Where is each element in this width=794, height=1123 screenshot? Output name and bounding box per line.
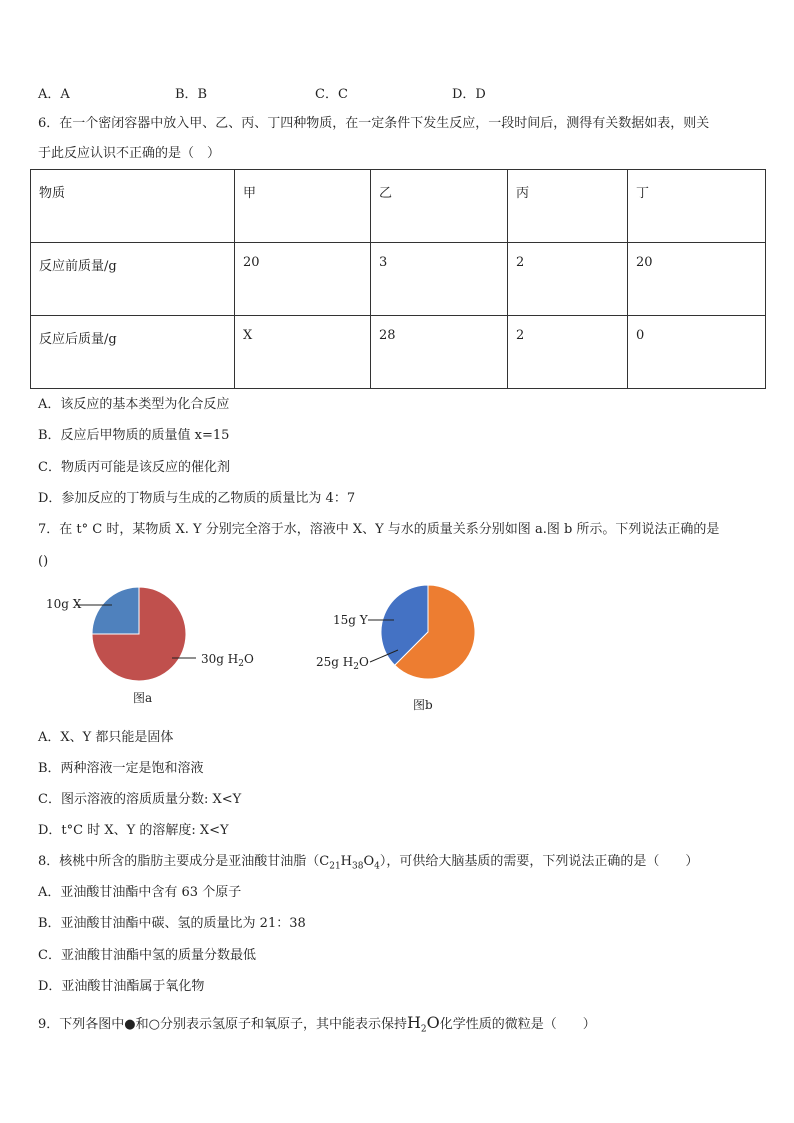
pie-b-water-label: 25g $H_2O$	[316, 655, 369, 672]
pie-a-caption: 图a	[133, 691, 153, 705]
table-header-cell: 物质	[31, 170, 235, 243]
q9-formula-o: O	[426, 1013, 440, 1032]
q6-stem-line2: 于此反应认识不正确的是（ ）	[38, 146, 221, 161]
q8-option-b: B．亚油酸甘油酯中碳、氢的质量比为 21：38	[38, 916, 306, 931]
q7-stem-line2: ()	[38, 554, 49, 569]
q5-option-d: D．D	[452, 87, 486, 102]
table-cell: 反应前质量/g	[31, 243, 235, 316]
table-cell: 2	[508, 316, 628, 389]
pie-chart-a	[46, 587, 254, 705]
q6-option-b: B．反应后甲物质的质量值 x=15	[38, 428, 230, 443]
table-cell: 反应后质量/g	[31, 316, 235, 389]
pie-a-slice-x	[92, 587, 139, 634]
q9-stem-pre: 9．下列各图中●和○分别表示氢原子和氧原子，其中能表示保持	[38, 1017, 407, 1032]
q7-option-b: B．两种溶液一定是饱和溶液	[38, 761, 204, 776]
table-cell: 3	[371, 243, 508, 316]
q6-option-d: D．参加反应的丁物质与生成的乙物质的质量比为 4：7	[38, 491, 356, 506]
table-header-cell: 丙	[508, 170, 628, 243]
q8-stem	[38, 853, 698, 876]
pie-b-caption: 图b	[413, 698, 433, 712]
q7-option-c: C．图示溶液的溶质质量分数: X<Y	[38, 792, 242, 807]
q8-stem-post: ），可供给大脑基质的需要，下列说法正确的是（ ）	[379, 854, 699, 869]
formula-subscript: 21	[329, 861, 341, 872]
q8-stem-h: H	[340, 854, 353, 869]
formula-subscript: 38	[352, 861, 364, 872]
q8-option-d: D．亚油酸甘油酯属于氧化物	[38, 979, 205, 994]
table-header-cell: 丁	[628, 170, 766, 243]
formula-subscript: 4	[374, 861, 380, 872]
q8-option-c: C．亚油酸甘油酯中氢的质量分数最低	[38, 948, 256, 963]
table-cell: 20	[235, 243, 371, 316]
table-header-cell: 乙	[371, 170, 508, 243]
table-cell: 28	[371, 316, 508, 389]
formula-subscript: 2	[420, 1024, 427, 1035]
table-cell: X	[235, 316, 371, 389]
q7-option-d: D．t°C 时 X、Y 的溶解度: X<Y	[38, 823, 229, 838]
table-header-cell: 甲	[235, 170, 371, 243]
q9-formula-h: H	[406, 1013, 421, 1032]
q9-stem-post: 化学性质的微粒是（ ）	[439, 1017, 596, 1032]
q7-stem-line1: 7．在 t° C 时，某物质 X. Y 分别完全溶于水，溶液中 X、Y 与水的质量关系分别如图 a.图 b 所示。下列说法正确的是	[38, 522, 720, 537]
q6-option-c: C．物质丙可能是该反应的催化剂	[38, 460, 230, 475]
pie-chart-b	[316, 585, 475, 712]
pie-a-x-label: 10g X	[46, 597, 82, 611]
q5-option-b: B．B	[175, 87, 208, 102]
q5-option-c: C．C	[315, 87, 348, 102]
table-cell: 2	[508, 243, 628, 316]
q7-option-a: A．X、Y 都只能是固体	[38, 730, 174, 745]
q8-option-a: A．亚油酸甘油酯中含有 63 个原子	[38, 885, 242, 900]
q5-option-a: A．A	[38, 87, 70, 102]
q8-stem-pre: 8．核桃中所含的脂肪主要成分是亚油酸甘油脂（C	[38, 854, 330, 869]
pie-a-water-label: 30g $H_2O$	[201, 652, 254, 669]
q6-option-a: A．该反应的基本类型为化合反应	[38, 397, 230, 412]
table-cell: 20	[628, 243, 766, 316]
pie-b-y-label: 15g Y	[333, 613, 368, 627]
q9-stem	[38, 1014, 596, 1039]
table-cell: 0	[628, 316, 766, 389]
q6-stem-line1: 6．在一个密闭容器中放入甲、乙、丙、丁四种物质，在一定条件下发生反应，一段时间后，测得有关数据如表，则关	[38, 116, 710, 131]
q8-stem-o: O	[363, 854, 375, 869]
